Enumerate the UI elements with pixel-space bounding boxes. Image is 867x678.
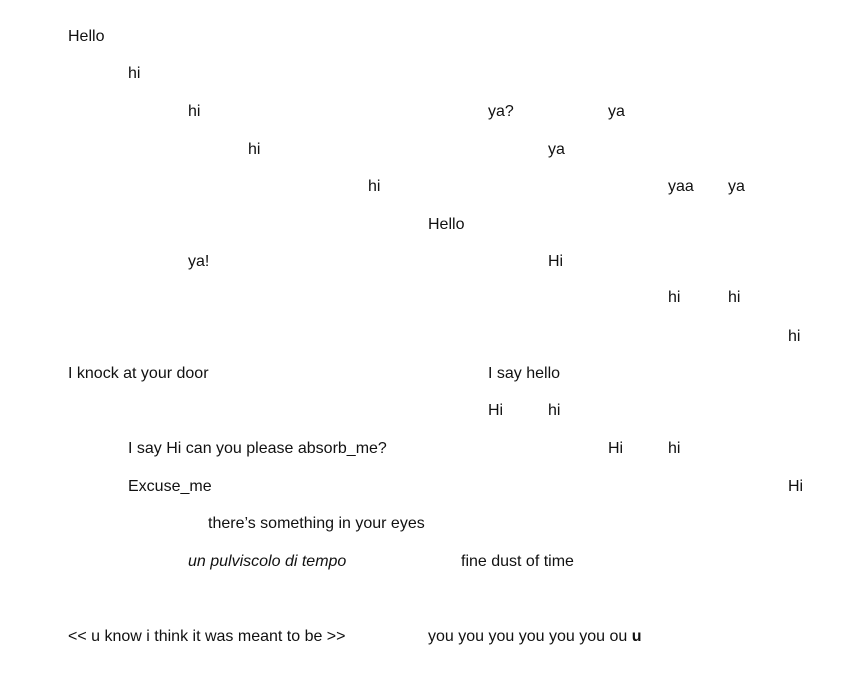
poem-word-hi: Hi bbox=[608, 440, 624, 457]
poem-word-ya: ya bbox=[728, 178, 745, 195]
poem-word-ya-question: ya? bbox=[488, 103, 514, 120]
poem-line-dust: fine dust of time bbox=[461, 553, 574, 570]
poem-word-hi: hi bbox=[668, 289, 681, 306]
poem-word-ya: ya bbox=[608, 103, 625, 120]
poem-word-hi: Hi bbox=[488, 402, 504, 419]
poem-line-absorb: I say Hi can you please absorb_me? bbox=[128, 440, 387, 457]
poem-word-yaa: yaa bbox=[668, 178, 694, 195]
poem-word-hi: hi bbox=[248, 141, 261, 158]
poem-word-hi: hi bbox=[128, 65, 141, 82]
poem-word-ya: ya bbox=[548, 141, 565, 158]
poem-line-eyes: there’s something in your eyes bbox=[208, 515, 425, 532]
poem-word-hi: hi bbox=[728, 289, 741, 306]
poem-word-hi: hi bbox=[368, 178, 381, 195]
poem-line-knock: I knock at your door bbox=[68, 365, 209, 382]
poem-word-hi: hi bbox=[668, 440, 681, 457]
you-repeat-text: you you you you you you ou bbox=[428, 628, 628, 645]
poem-line-italian: un pulviscolo di tempo bbox=[188, 553, 347, 570]
poem-line-you-repeat bbox=[428, 627, 641, 647]
poem-word-hi: Hi bbox=[548, 253, 564, 270]
poem-word-hi: hi bbox=[188, 103, 201, 120]
poem-word-hello: Hello bbox=[68, 28, 105, 45]
poem-word-hello: Hello bbox=[428, 216, 465, 233]
poem-word-hi: hi bbox=[548, 402, 561, 419]
final-u-bold: u bbox=[631, 628, 642, 645]
poem-word-hi: Hi bbox=[788, 478, 804, 495]
poem-line-meant: << u know i think it was meant to be >> bbox=[68, 628, 346, 645]
poem-line-say-hello: I say hello bbox=[488, 365, 561, 382]
poem-word-hi: hi bbox=[788, 328, 801, 345]
poem-line-excuse: Excuse_me bbox=[128, 478, 212, 495]
poem-word-ya-exclaim: ya! bbox=[188, 253, 210, 270]
